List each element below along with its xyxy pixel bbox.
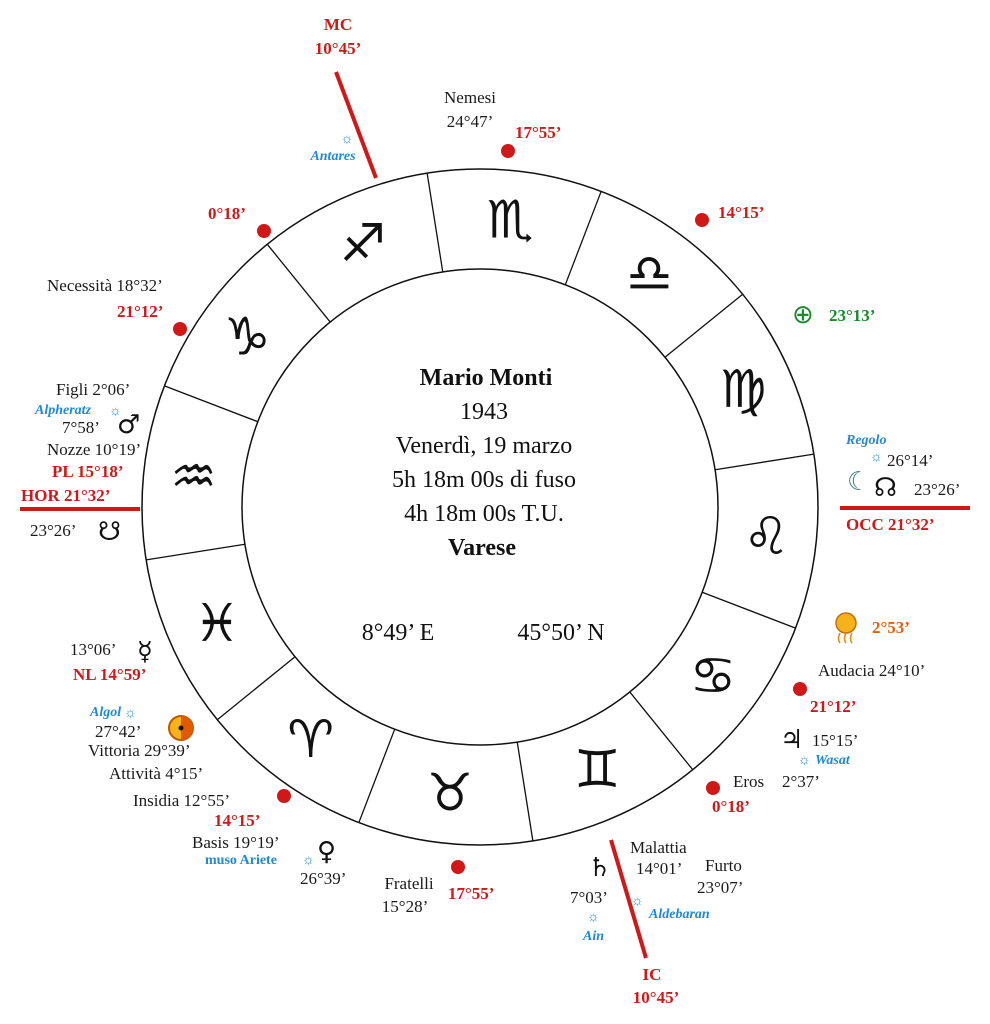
cusp-dot xyxy=(277,789,291,803)
mars-icon: ♂ xyxy=(117,410,141,440)
ic-label: IC xyxy=(642,965,662,984)
furto-degree: 23°07’ xyxy=(697,878,744,897)
sign-gemini-icon: ♊ xyxy=(573,740,621,801)
cusp-degree: 17°55’ xyxy=(448,884,495,903)
jupiter-degree: 15°15’ xyxy=(812,731,859,750)
venus-icon: ♀ xyxy=(317,837,337,867)
star-icon: ☼ xyxy=(870,450,883,465)
cusp-degree: 17°55’ xyxy=(515,123,562,142)
eros-label: Eros xyxy=(733,772,765,791)
sign-sagittarius-icon: ♐ xyxy=(339,213,387,274)
antares-label: Antares xyxy=(310,149,356,164)
cusp-degree: 14°15’ xyxy=(718,203,765,222)
sign-divider xyxy=(665,294,743,357)
sign-cancer-icon: ♋ xyxy=(689,646,737,707)
alpheratz-label: Alpheratz xyxy=(35,403,92,418)
algol-degree: 27°42’ xyxy=(95,722,142,741)
moon-icon: ☾ xyxy=(847,467,871,497)
star-icon: ☼ xyxy=(798,753,811,768)
sign-divider xyxy=(517,742,533,841)
north-node-icon: ☊ xyxy=(874,473,898,503)
eros-degree: 2°37’ xyxy=(782,772,820,791)
audacia-label: Audacia 24°10’ xyxy=(818,661,926,680)
nozze-label: Nozze 10°19’ xyxy=(47,440,142,459)
star-icon: ☼ xyxy=(302,853,315,868)
wasat-label: Wasat xyxy=(815,753,850,768)
south-node-icon: ☋ xyxy=(98,517,122,547)
sign-virgo-icon: ♍ xyxy=(719,359,767,420)
longitude: 8°49’ E xyxy=(361,620,435,646)
cusp-dot xyxy=(173,322,187,336)
furto-label: Furto xyxy=(705,856,742,875)
latitude: 45°50’ N xyxy=(517,620,605,646)
saturn-icon: ♄ xyxy=(588,853,612,883)
insidia-label: Insidia 12°55’ xyxy=(133,791,230,810)
sign-divider xyxy=(359,729,395,822)
cusp-dot xyxy=(257,224,271,238)
muso-ariete-label: muso Ariete xyxy=(205,853,277,868)
sign-divider xyxy=(630,692,693,770)
sign-aquarius-icon: ♒ xyxy=(170,446,217,507)
south-node-degree: 23°26’ xyxy=(30,521,77,540)
nemesi-label: Nemesi xyxy=(444,88,496,107)
cusp-dot xyxy=(706,781,720,795)
cusp-dot xyxy=(695,213,709,227)
sign-taurus-icon: ♉ xyxy=(426,763,474,824)
cusp-dot xyxy=(501,144,515,158)
nl-label: NL 14°59’ xyxy=(73,665,147,684)
sign-scorpio-icon: ♏ xyxy=(486,190,534,251)
venus-degree: 26°39’ xyxy=(300,869,347,888)
sign-leo-icon: ♌ xyxy=(743,507,790,568)
sun-icon xyxy=(836,613,856,643)
mc-degree: 10°45’ xyxy=(314,39,362,58)
sign-divider xyxy=(565,191,601,284)
star-icon: ☼ xyxy=(109,404,122,419)
cusp-degree: 0°18’ xyxy=(712,797,750,816)
sign-divider xyxy=(715,454,814,470)
birth-date: Venerdì, 19 marzo xyxy=(395,433,573,459)
cusp-degree: 14°15’ xyxy=(214,811,261,830)
sign-divider xyxy=(164,386,257,422)
malattia-label: Malattia xyxy=(630,838,687,857)
fratelli-degree: 15°28’ xyxy=(381,897,429,916)
sign-pisces-icon: ♓ xyxy=(193,594,241,655)
cusp-degree: 0°18’ xyxy=(208,204,246,223)
cusp-dot xyxy=(793,682,807,696)
occ-label: OCC 21°32’ xyxy=(846,515,935,534)
figli-label: Figli 2°06’ xyxy=(56,380,131,399)
ain-label: Ain xyxy=(583,929,605,944)
sign-divider xyxy=(217,657,295,720)
necessita-label: Necessità 18°32’ xyxy=(47,276,163,295)
star-icon: ☼ xyxy=(340,132,354,147)
star-icon: ☼ xyxy=(124,706,137,721)
mars-degree: 7°58’ xyxy=(62,418,100,437)
jupiter-icon: ♃ xyxy=(780,725,804,755)
sign-divider xyxy=(427,173,443,272)
cusp-dot xyxy=(451,860,465,874)
native-name: Mario Monti xyxy=(419,365,553,391)
star-icon: ☼ xyxy=(631,894,644,909)
star-icon: ☼ xyxy=(587,910,600,925)
sign-capricorn-icon: ♑ xyxy=(223,307,271,368)
eclipse-sun-icon xyxy=(169,716,193,740)
nemesi-degree: 24°47’ xyxy=(446,112,494,131)
malattia-degree: 14°01’ xyxy=(636,859,683,878)
sign-divider xyxy=(267,244,330,322)
earth-degree: 23°13’ xyxy=(829,306,876,325)
ic-degree: 10°45’ xyxy=(632,988,680,1007)
sign-divider xyxy=(702,592,795,628)
mercury-degree: 13°06’ xyxy=(70,640,117,659)
birth-year: 1943 xyxy=(460,399,508,425)
earth-icon: ⊕ xyxy=(792,300,814,330)
attivita-label: Attività 4°15’ xyxy=(109,764,204,783)
moon-degree: 26°14’ xyxy=(887,451,934,470)
mercury-icon: ☿ xyxy=(137,637,153,667)
hor-label: HOR 21°32’ xyxy=(21,486,111,505)
saturn-degree: 7°03’ xyxy=(570,888,608,907)
birth-time-local: 5h 18m 00s di fuso xyxy=(391,467,577,493)
sign-libra-icon: ♎ xyxy=(625,244,673,305)
aldebaran-label: Aldebaran xyxy=(649,907,710,922)
birth-place: Varese xyxy=(448,535,516,561)
cusp-degree: 21°12’ xyxy=(810,697,857,716)
algol-label: Algol xyxy=(90,705,122,720)
sign-aries-icon: ♈ xyxy=(287,709,335,770)
fratelli-label: Fratelli xyxy=(384,874,434,893)
pl-label: PL 15°18’ xyxy=(52,462,124,481)
sign-divider xyxy=(146,544,245,560)
regolo-label: Regolo xyxy=(846,433,887,448)
birth-time-ut: 4h 18m 00s T.U. xyxy=(404,501,564,527)
basis-label: Basis 19°19’ xyxy=(192,833,280,852)
mc-label: MC xyxy=(323,15,353,34)
north-node-degree: 23°26’ xyxy=(914,480,961,499)
vittoria-label: Vittoria 29°39’ xyxy=(88,741,191,760)
cusp-degree: 21°12’ xyxy=(117,302,164,321)
sun-degree: 2°53’ xyxy=(872,618,910,637)
